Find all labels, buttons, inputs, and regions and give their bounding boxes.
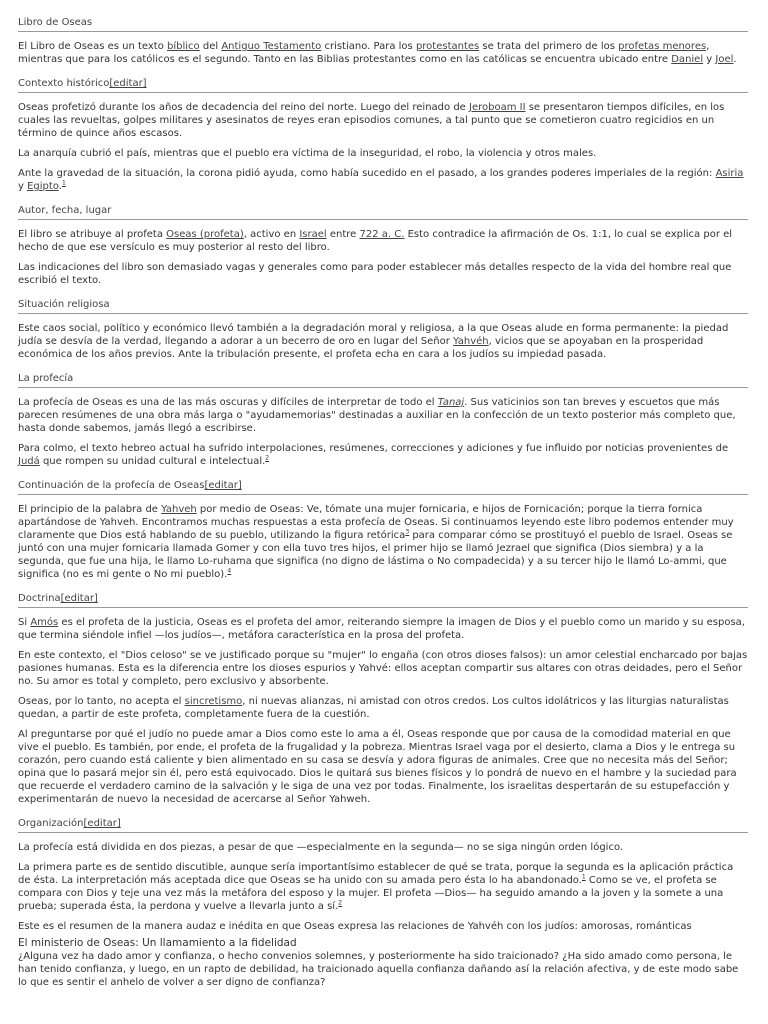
paragraph — [18, 261, 748, 287]
paragraph — [18, 728, 748, 806]
wiki-link[interactable]: Antiguo Testamento — [221, 41, 322, 52]
paragraph — [18, 649, 748, 688]
wiki-link[interactable]: profetas menores — [618, 41, 707, 52]
text-run: para comparar cómo se prostituyó el pueblo de Israel. Oseas se juntó con una mujer fornicaria llamada Gomer y con ella tuvo tres hijos, el primer hijo se llamó Jezrael que significa (Dios siembra) y a la segunda, que fue una hija, le llamo Lo-ruhama que significa (no digno de lástima o No compadecida) y a su tercer hijo le llamó Lo-ammi, que significa (no es mi gente o No mi pueblo). — [18, 530, 733, 580]
section-heading — [18, 14, 748, 32]
wiki-link[interactable]: Yahvéh — [453, 336, 489, 347]
paragraph — [18, 322, 748, 361]
paragraph — [18, 695, 748, 721]
text-run: se trata del primero de los — [479, 41, 619, 52]
wiki-link[interactable]: Judá — [18, 456, 40, 467]
wiki-link[interactable]: Amós — [30, 617, 59, 628]
text-run: del — [199, 41, 222, 52]
section-heading — [18, 296, 748, 314]
edit-link[interactable]: [editar] — [204, 480, 242, 491]
text-run: es el profeta de la justicia, Oseas es el profeta del amor, reiterando siempre la imagen de Dios y el pueblo como un marido y su esposa, que termina siéndole infiel —los judíos—, metáfora característica en la prosa del profeta. — [18, 617, 745, 641]
article-content — [18, 14, 748, 933]
text-run: Si — [18, 617, 31, 628]
section-title: La profecía — [18, 373, 74, 384]
wiki-link[interactable]: sincretismo — [184, 696, 243, 707]
wiki-link[interactable]: bíblico — [167, 41, 200, 52]
paragraph — [18, 167, 748, 193]
section-title: Doctrina — [18, 593, 61, 604]
section — [18, 590, 748, 806]
section-heading — [18, 590, 748, 608]
text-run: Este caos social, político y económico llevó también a la degradación moral y religiosa, a la que Oseas alude en forma permanente: la piedad judía se desvía de la verdad, llegando a adorar a un becerro de oro en lugar del Señor — [18, 323, 729, 347]
tail-text: ¿Alguna vez ha dado amor y confianza, o hecho convenios solemnes, y posteriormente ha sido traicionado? ¿Ha sido amado como persona, le han tenido confianza, y luego, en un rapto de debilidad, ha traicionado aquella confianza dañando así la relación afectiva, y de este modo sabe lo que es sentir el anhelo de volver a ser digno de confianza? — [18, 951, 739, 988]
text-run: El libro se atribuye al profeta — [18, 229, 167, 240]
paragraph — [18, 40, 748, 66]
text-run: y — [703, 54, 716, 65]
text-run: por medio de Oseas: Ve, tómate una mujer fornicaria, e hijos de Fornicación; porque la tierra fornica apartándose de Yahveh. Encontramos muchas respuestas a esta profecía de Oseas. Si continuamos leyendo este libro podemos entender muy claramente que Dios está hablando de su pueblo, utilizando la figura retórica — [18, 504, 734, 541]
text-run: , vicios que se apoyaban en la prosperidad económica de los años previos. Ante la tribulación presente, el profeta echa en cara a los judíos su impiedad pasada. — [18, 336, 704, 360]
section — [18, 477, 748, 581]
paragraph — [18, 503, 748, 581]
wiki-link[interactable]: Jeroboam II — [469, 102, 526, 113]
section-heading — [18, 477, 748, 495]
text-run: Al preguntarse por qué el judío no puede amar a Dios como este lo ama a él, Oseas responde que por causa de la comodidad material en que vive el pueblo. Es también, por ende, el profeta de la frugalidad y la pobreza. Mientras Israel vaga por el desierto, clama a Dios y le entrega su corazón, pero cuando está caliente y bien alimentado en su casa se desvía y adora figuras de animales. Cree que no necesita más del Señor; opina que lo pasará mejor sin él, pero está equivocado. Dios le quitará sus bienes físicos y lo pondrá de nuevo en el hambre y la suciedad para que recuerde el verdadero camino de la salvación y le siga de una vez por todas. Finalmente, los israelitas despertarán de su estupefacción y experimentarán de nuevo la necesidad de acercarse al Señor Yahweh. — [18, 729, 737, 805]
section-title: Contexto histórico — [18, 78, 110, 89]
section-title: Continuación de la profecía de Oseas — [18, 480, 205, 491]
text-run: entre — [326, 229, 360, 240]
wiki-link[interactable]: Asiria — [715, 168, 744, 179]
paragraph — [18, 396, 748, 435]
paragraph — [18, 228, 748, 254]
text-run: . — [58, 181, 62, 192]
section — [18, 296, 748, 361]
edit-link[interactable]: [editar] — [60, 593, 98, 604]
text-run: El principio de la palabra de — [18, 504, 162, 515]
wiki-link[interactable]: Daniel — [671, 54, 704, 65]
paragraph — [18, 616, 748, 642]
text-run: . Sus vaticinios son tan breves y escuetos que más parecen resúmenes de una obra más larga o "ayudamemorias" destinadas a auxiliar en la confección de un texto posterior más completo que, hasta donde sabemos, jamás llegó a escribirse. — [18, 397, 736, 434]
text-run: La anarquía cubrió el país, mientras que el pueblo era víctima de la inseguridad, el robo, la violencia y otros males. — [18, 148, 597, 159]
section-heading — [18, 202, 748, 220]
text-run: La profecía está dividida en dos piezas, a pesar de que —especialmente en la segunda— no se siga ningún orden lógico. — [18, 842, 624, 853]
footnote-ref[interactable]: 2 — [265, 454, 270, 462]
edit-link[interactable]: [editar] — [109, 78, 147, 89]
text-run: En este contexto, el "Dios celoso" se ve justificado porque su "mujer" lo engaña (con otros dioses falsos): un amor celestial encharcado por bajas pasiones humanas. Esta es la diferencia entre los dioses espurios y Yahvé: ellos aceptan compartir sus altares con otras deidades, pero el Señor no. Su amor es total y completo, pero exclusivo y absorbente. — [18, 650, 748, 687]
text-run: Como se ve, el profeta se compara con Dios y teje una vez más la metáfora del esposo y la mujer. El profeta —Dios— ha seguido amando a la joven y la somete a una prueba; superada ésta, la perdona y vuelve a llevarla junto a sí. — [18, 875, 724, 912]
text-run: El Libro de Oseas es un texto — [18, 41, 168, 52]
wiki-link[interactable]: Joel — [715, 54, 734, 65]
text-run: Este es el resumen de la manera audaz e inédita en que Oseas expresa las relaciones de Yahvéh con los judíos: amorosas, románticas — [18, 921, 692, 932]
section — [18, 202, 748, 287]
section-heading — [18, 815, 748, 833]
wiki-link[interactable]: Yahveh — [161, 504, 197, 515]
footnote-ref[interactable]: 2 — [338, 899, 343, 907]
text-run: Ante la gravedad de la situación, la corona pidió ayuda, como había sucedido en el pasado, a los grandes poderes imperiales de la región: — [18, 168, 716, 179]
paragraph — [18, 861, 748, 913]
wiki-link[interactable]: Oseas (profeta) — [166, 229, 244, 240]
edit-link[interactable]: [editar] — [83, 818, 121, 829]
wiki-link[interactable]: 722 a. C. — [359, 229, 405, 240]
footnote-ref[interactable]: 3 — [405, 528, 410, 536]
paragraph — [18, 920, 748, 933]
section-title: Autor, fecha, lugar — [18, 205, 112, 216]
section-title: Organización — [18, 818, 84, 829]
text-run: La profecía de Oseas es una de las más oscuras y difíciles de interpretar de todo el — [18, 397, 438, 408]
text-run: y — [18, 181, 28, 192]
section-title: Libro de Oseas — [18, 17, 93, 28]
wiki-link[interactable]: Tanaj — [437, 397, 465, 408]
tail-title: El ministerio de Oseas: Un llamamiento a la fidelidad — [18, 937, 297, 949]
wiki-link[interactable]: Israel — [299, 229, 327, 240]
section — [18, 815, 748, 933]
section-heading — [18, 75, 748, 93]
text-run: . — [733, 54, 737, 65]
text-run: La primera parte es de sentido discutible, aunque sería importantísimo establecer de qué se trata, porque la segunda es la aplicación práctica de ésta. La interpretación más aceptada dice que Oseas se ha unido con su amada pero ésta lo ha abandonado. — [18, 862, 734, 886]
text-run: cristiano. Para los — [321, 41, 416, 52]
paragraph — [18, 147, 748, 160]
paragraph — [18, 442, 748, 468]
text-run: se presentaron tiempos difíciles, en los cuales las revueltas, golpes militares y asesinatos de reyes eran episodios comunes, a tal punto que se cometieron cuatro regicidios en un término de quince años escasos. — [18, 102, 725, 139]
section — [18, 14, 748, 66]
wiki-link[interactable]: Egipto — [27, 181, 59, 192]
footnote-ref[interactable]: 1 — [581, 873, 586, 881]
text-run: Oseas, por lo tanto, no acepta el — [18, 696, 185, 707]
wiki-link[interactable]: protestantes — [415, 41, 480, 52]
text-run: Para colmo, el texto hebreo actual ha sufrido interpolaciones, resúmenes, correcciones y adiciones y fue influido por noticias provenientes de — [18, 443, 729, 454]
text-run: , mientras que para los católicos es el segundo. Tanto en las Biblias protestantes como en las católicas se encuentra ubicado entre — [18, 41, 710, 65]
text-run: Las indicaciones del libro son demasiado vagas y generales como para poder establecer más detalles respecto de la vida del hombre real que escribió el texto. — [18, 262, 732, 286]
tail-block — [18, 937, 748, 989]
text-run: , ni nuevas alianzas, ni amistad con otros credos. Los cultos idolátricos y las liturgias naturalistas quedan, a partir de este profeta, completamente fuera de la cuestión. — [18, 696, 729, 720]
section-title: Situación religiosa — [18, 299, 110, 310]
section — [18, 75, 748, 193]
text-run: Esto contradice la afirmación de Os. 1:1, lo cual se explica por el hecho de que ese versículo es muy posterior al resto del libro. — [18, 229, 733, 253]
text-run: , activo en — [243, 229, 300, 240]
footnote-ref[interactable]: 1 — [61, 179, 66, 187]
paragraph — [18, 101, 748, 140]
paragraph — [18, 841, 748, 854]
section-heading — [18, 370, 748, 388]
text-run: Oseas profetizó durante los años de decadencia del reino del norte. Luego del reinado de — [18, 102, 469, 113]
text-run: que rompen su unidad cultural e intelectual. — [39, 456, 266, 467]
footnote-ref[interactable]: 4 — [227, 567, 232, 575]
section — [18, 370, 748, 468]
